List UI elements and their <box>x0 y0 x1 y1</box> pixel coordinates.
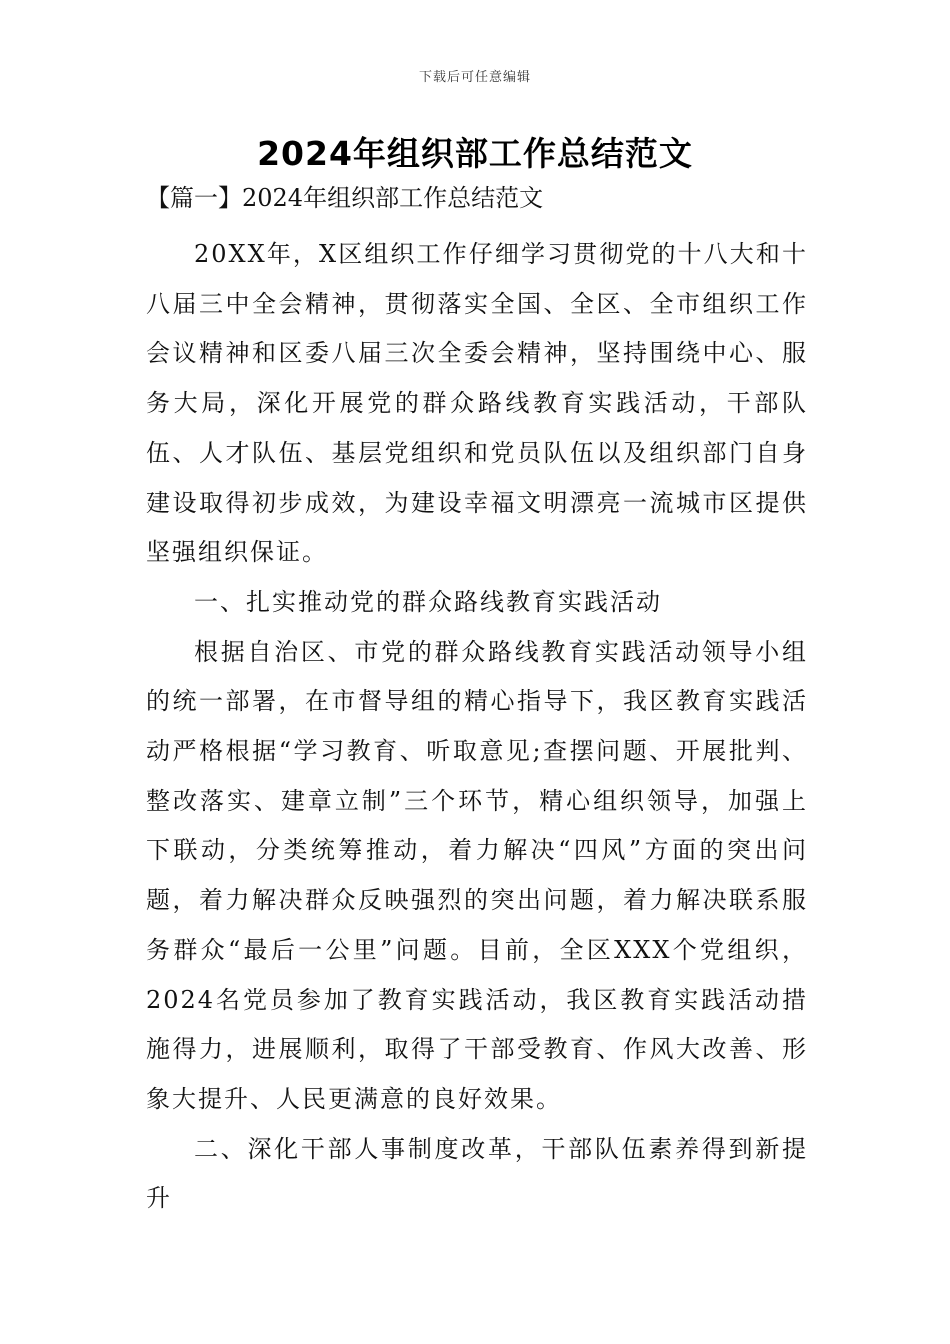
document-body <box>146 230 808 1224</box>
paragraph-heading-2: 二、深化干部人事制度改革，干部队伍素养得到新提升 <box>146 1134 808 1213</box>
document-title: 2024年组织部工作总结范文 <box>257 134 693 173</box>
section-heading: 【篇一】2024年组织部工作总结范文 <box>146 184 544 212</box>
paragraph-intro: 20XX年，X区组织工作仔细学习贯彻党的十八大和十八届三中全会精神，贯彻落实全国、全区、全市组织工作会议精神和区委八届三次全委会精神，坚持围绕中心、服务大局，深化开展党的群众路线教育实践活动，干部队伍、人才队伍、基层党组织和党员队伍以及组织部门自身建设取得初步成效，为建设幸福文明漂亮一流城市区提供坚强组织保证。 <box>146 240 808 567</box>
header-note: 下载后可任意编辑 <box>418 70 531 85</box>
paragraph-heading-1: 一、扎实推动党的群众路线教育实践活动 <box>194 587 662 616</box>
paragraph-activity: 根据自治区、市党的群众路线教育实践活动领导小组的统一部署，在市督导组的精心指导下，我区教育实践活动严格根据“学习教育、听取意见;查摆问题、开展批判、整改落实、建章立制”三个环节，精心组织领导，加强上下联动，分类统筹推动，着力解决“四风”方面的突出问题，着力解决群众反映强烈的突出问题，着力解决联系服务群众“最后一公里”问题。目前，全区XXX个党组织，2024名党员参加了教育实践活动，我区教育实践活动措施得力，进展顺利，取得了干部受教育、作风大改善、形象大提升、人民更满意的良好效果。 <box>146 637 808 1113</box>
